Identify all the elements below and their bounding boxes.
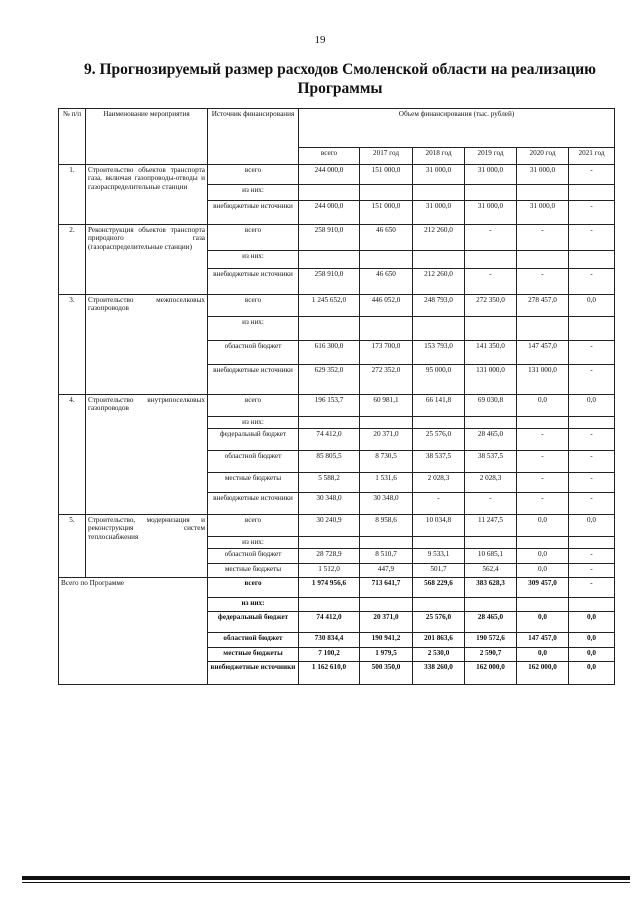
funding-value: 0,0 [569,648,615,662]
funding-value: - [569,473,615,493]
funding-value: 46 650 [360,269,413,295]
funding-source: областной бюджет [208,549,299,564]
funding-value: 0,0 [517,612,569,633]
funding-value [517,417,569,429]
funding-value [299,598,360,612]
funding-value: 69 030,8 [465,395,517,417]
row-number: 4. [59,395,86,515]
funding-source: федеральный бюджет [208,612,299,633]
funding-value: 131 000,0 [517,365,569,395]
table-row [59,225,615,251]
funding-value: 2 028,3 [465,473,517,493]
funding-value [517,185,569,201]
funding-value: 500 350,0 [360,662,413,685]
activity-name: Строительство объектов транспорта газа, включая газопроводы-отводы и газораспределительные станции [86,165,208,225]
funding-value: 151 000,0 [360,165,413,185]
funding-value: - [517,493,569,515]
activity-name: Строительство межпоселковых газопроводов [86,295,208,395]
funding-value: 85 805,5 [299,451,360,473]
funding-value: 0,0 [517,395,569,417]
funding-value: 2 590,7 [465,648,517,662]
funding-value: 248 793,0 [413,295,465,317]
activity-name: Строительство, модернизация и реконструкция систем теплоснабжения [86,515,208,578]
funding-value: 7 100,2 [299,648,360,662]
table-row [59,295,615,317]
header-num: № п/п [59,109,86,165]
funding-value: 278 457,0 [517,295,569,317]
header-year: 2017 год [360,148,413,165]
funding-value [360,537,413,549]
funding-source: местные бюджеты [208,564,299,578]
funding-value: 1 531,6 [360,473,413,493]
funding-value: 272 350,0 [465,295,517,317]
funding-value: 95 000,0 [413,365,465,395]
funding-value: - [569,269,615,295]
table-row [59,165,615,185]
funding-value: - [517,473,569,493]
funding-value [360,317,413,341]
funding-value: 28 465,0 [465,612,517,633]
funding-value: - [569,549,615,564]
funding-source: из них: [208,317,299,341]
funding-value: 446 052,0 [360,295,413,317]
funding-value: 162 000,0 [517,662,569,685]
funding-value: 30 240,9 [299,515,360,537]
funding-value: 244 000,0 [299,165,360,185]
funding-value: 10 034,8 [413,515,465,537]
funding-value: - [569,341,615,365]
funding-value: 10 685,1 [465,549,517,564]
funding-value: 11 247,5 [465,515,517,537]
funding-value: 151 000,0 [360,201,413,225]
funding-value: 31 000,0 [465,165,517,185]
funding-value: 162 000,0 [465,662,517,685]
funding-value: 38 537,5 [465,451,517,473]
funding-value: - [569,451,615,473]
funding-value: - [413,493,465,515]
funding-value: 46 650 [360,225,413,251]
funding-value: 8 510,7 [360,549,413,564]
funding-value: 2 028,3 [413,473,465,493]
funding-value [517,317,569,341]
funding-source: всего [208,578,299,598]
funding-value [465,251,517,269]
funding-value: 60 981,1 [360,395,413,417]
funding-value [299,537,360,549]
activity-name: Строительство внутрипоселковых газопроводов [86,395,208,515]
funding-value: 0,0 [569,612,615,633]
funding-value: - [517,451,569,473]
funding-value: - [569,165,615,185]
table-row [59,395,615,417]
funding-value: 9 533,1 [413,549,465,564]
funding-value: 1 512,0 [299,564,360,578]
funding-value: 309 457,0 [517,578,569,598]
funding-value [517,537,569,549]
funding-value: - [517,225,569,251]
funding-value [413,417,465,429]
funding-value: 244 000,0 [299,201,360,225]
funding-value: 0,0 [569,515,615,537]
funding-value: 38 537,5 [413,451,465,473]
funding-value: 20 371,0 [360,612,413,633]
funding-value: 0,0 [517,549,569,564]
funding-value: - [517,269,569,295]
funding-value: - [569,493,615,515]
funding-value: - [465,225,517,251]
funding-value [569,317,615,341]
funding-value [465,417,517,429]
funding-value: 713 641,7 [360,578,413,598]
funding-source: внебюджетные источники [208,493,299,515]
funding-value: 173 700,0 [360,341,413,365]
funding-value: 31 000,0 [517,165,569,185]
funding-source: местные бюджеты [208,473,299,493]
table-row [59,515,615,537]
funding-source: внебюджетные источники [208,365,299,395]
funding-value: 153 793,0 [413,341,465,365]
funding-value: 30 348,0 [360,493,413,515]
header-year: 2018 год [413,148,465,165]
row-number: 2. [59,225,86,295]
header-year: всего [299,148,360,165]
title-line-1: 9. Прогнозируемый размер расходов Смоленской области на реализацию [84,61,596,78]
funding-source: внебюджетные источники [208,201,299,225]
funding-source: всего [208,165,299,185]
funding-value: 383 628,3 [465,578,517,598]
funding-value: 147 457,0 [517,341,569,365]
funding-value [413,317,465,341]
funding-value [517,251,569,269]
total-row [59,578,615,598]
funding-value: 2 530,0 [413,648,465,662]
header-year: 2020 год [517,148,569,165]
funding-value: 28 465,0 [465,429,517,451]
funding-source: внебюджетные источники [208,662,299,685]
funding-value: 74 412,0 [299,429,360,451]
funding-value: 31 000,0 [413,165,465,185]
funding-value: 730 834,4 [299,633,360,648]
funding-source: областной бюджет [208,633,299,648]
funding-value: 501,7 [413,564,465,578]
funding-value [360,251,413,269]
funding-value [360,417,413,429]
funding-source: всего [208,225,299,251]
header-year: 2021 год [569,148,615,165]
funding-value [299,417,360,429]
funding-value: 258 910,0 [299,269,360,295]
funding-value: 30 348,0 [299,493,360,515]
funding-value: 8 958,6 [360,515,413,537]
funding-value: 190 941,2 [360,633,413,648]
funding-value: 25 576,0 [413,612,465,633]
funding-value: 74 412,0 [299,612,360,633]
funding-value: - [569,201,615,225]
funding-value [413,598,465,612]
funding-value [569,598,615,612]
funding-value [299,185,360,201]
funding-value: 1 245 652,0 [299,295,360,317]
funding-value: 196 153,7 [299,395,360,417]
funding-value: 629 352,0 [299,365,360,395]
total-label: Всего по Программе [59,578,208,685]
funding-value: 0,0 [569,662,615,685]
funding-value: 131 000,0 [465,365,517,395]
funding-value: - [569,564,615,578]
funding-value: 258 910,0 [299,225,360,251]
funding-value [465,185,517,201]
funding-source: из них: [208,185,299,201]
funding-value: 562,4 [465,564,517,578]
funding-value: 190 572,6 [465,633,517,648]
funding-source: всего [208,395,299,417]
funding-value: 1 162 610,0 [299,662,360,685]
funding-value: - [465,493,517,515]
footer-rule-thin [22,882,630,883]
funding-value: 1 974 956,6 [299,578,360,598]
funding-value [299,251,360,269]
funding-value: 272 352,0 [360,365,413,395]
footer-rule-thick [22,876,630,880]
funding-value [360,185,413,201]
funding-value [465,598,517,612]
funding-value: 5 588,2 [299,473,360,493]
funding-value: 0,0 [569,295,615,317]
header-name: Наименование мероприятия [86,109,208,165]
row-number: 1. [59,165,86,225]
funding-value: 616 300,0 [299,341,360,365]
page-number: 19 [314,34,326,46]
funding-value: 0,0 [517,648,569,662]
funding-value [569,185,615,201]
funding-value: - [465,269,517,295]
header-year: 2019 год [465,148,517,165]
funding-value: 66 141,8 [413,395,465,417]
funding-value [465,317,517,341]
funding-source: местные бюджеты [208,648,299,662]
funding-value: 141 350,0 [465,341,517,365]
budget-table [58,108,615,685]
header-source: Источник финансирования [208,109,299,165]
funding-source: областной бюджет [208,341,299,365]
title-line-2: Программы [297,80,383,97]
funding-value: 0,0 [569,633,615,648]
funding-value: 1 979,5 [360,648,413,662]
funding-source: внебюджетные источники [208,269,299,295]
funding-value [569,537,615,549]
funding-value [517,598,569,612]
funding-value: - [569,225,615,251]
funding-source: из них: [208,251,299,269]
funding-value: 0,0 [517,515,569,537]
row-number: 3. [59,295,86,395]
funding-source: областной бюджет [208,451,299,473]
funding-value: 0,0 [569,395,615,417]
funding-value: 31 000,0 [413,201,465,225]
page-title [80,60,600,98]
funding-source: федеральный бюджет [208,429,299,451]
funding-value: 25 576,0 [413,429,465,451]
funding-value: 447,9 [360,564,413,578]
funding-value: 31 000,0 [465,201,517,225]
funding-value: 0,0 [517,564,569,578]
funding-value: - [569,365,615,395]
funding-value [569,251,615,269]
funding-value: 212 260,0 [413,225,465,251]
funding-value: 212 260,0 [413,269,465,295]
funding-value: 338 260,0 [413,662,465,685]
funding-source: из них: [208,598,299,612]
funding-value: 20 371,0 [360,429,413,451]
funding-value: 147 457,0 [517,633,569,648]
header-funding: Объем финансирования (тыс. рублей) [299,109,615,148]
funding-value [413,251,465,269]
funding-value: - [569,578,615,598]
funding-value [299,317,360,341]
funding-value: - [517,429,569,451]
funding-value [413,185,465,201]
funding-value: 568 229,6 [413,578,465,598]
funding-source: из них: [208,537,299,549]
funding-value: - [569,429,615,451]
activity-name: Реконструкция объектов транспорта природного газа (газораспределительные станции) [86,225,208,295]
row-number: 5. [59,515,86,578]
funding-value [569,417,615,429]
funding-source: всего [208,295,299,317]
funding-value: 31 000,0 [517,201,569,225]
funding-value: 28 728,9 [299,549,360,564]
funding-value: 8 730,5 [360,451,413,473]
funding-source: всего [208,515,299,537]
funding-value [360,598,413,612]
funding-value [413,537,465,549]
funding-source: из них: [208,417,299,429]
funding-value [465,537,517,549]
funding-value: 201 863,6 [413,633,465,648]
